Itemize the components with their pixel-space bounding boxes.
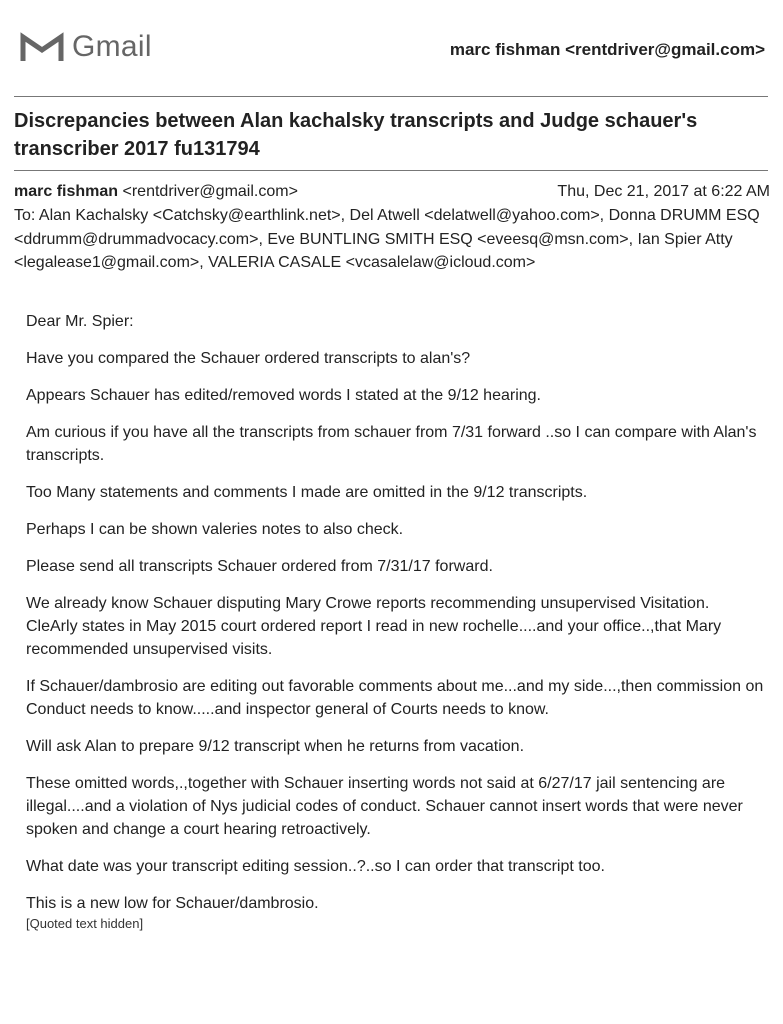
message-date: Thu, Dec 21, 2017 at 6:22 AM [557, 183, 770, 200]
recipients: To: Alan Kachalsky <Catchsky@earthlink.net>, Del Atwell <delatwell@yahoo.com>, Donna DRUMM ESQ <ddrumm@drummadvocacy.com>, Eve BUNTLING SMITH ESQ <eveesq@msn.com>, Ian Spier Atty <legalease1@gmail.com>, VALERIA CASALE <vcasalelaw@icloud.com> [14, 207, 760, 271]
sender-name: marc fishman [14, 183, 119, 200]
body-paragraph: Perhaps I can be shown valeries notes to also check. [26, 521, 404, 538]
message-header [14, 180, 770, 275]
body-paragraph: These omitted words,.,together with Schauer inserting words not said at 6/27/17 jail sentencing are illegal....and a violation of Nys judicial codes of conduct. Schauer cannot insert words that were never spoken and change a court hearing retroactively. [26, 775, 743, 838]
body-paragraph: Am curious if you have all the transcripts from schauer from 7/31 forward ..so I can compare with Alan's transcripts. [26, 424, 757, 464]
email-subject: Discrepancies between Alan kachalsky transcripts and Judge schauer's transcriber 2017 fu131794 [14, 110, 698, 160]
body-paragraph: Appears Schauer has edited/removed words I stated at the 9/12 hearing. [26, 387, 541, 404]
divider-top [14, 96, 768, 97]
body-paragraph: What date was your transcript editing session..?..so I can order that transcript too. [26, 858, 605, 875]
quoted-text-toggle[interactable]: [Quoted text hidden] [26, 916, 144, 931]
divider-subject [14, 170, 768, 171]
body-paragraph: We already know Schauer disputing Mary Crowe reports recommending unsupervised Visitation. CleArly states in May 2015 court ordered report I read in new rochelle....and your office..,that Mary recommended unsupervised visits. [26, 595, 722, 658]
sender-email: <rentdriver@gmail.com> [122, 183, 298, 200]
body-paragraph: Please send all transcripts Schauer ordered from 7/31/17 forward. [26, 558, 493, 575]
body-paragraph: This is a new low for Schauer/dambrosio. [26, 895, 319, 912]
body-paragraph: If Schauer/dambrosio are editing out favorable comments about me...and my side...,then commission on Conduct needs to know.....and inspector general of Courts needs to know. [26, 678, 764, 718]
from-line [14, 180, 770, 204]
body-paragraph: Will ask Alan to prepare 9/12 transcript when he returns from vacation. [26, 738, 525, 755]
gmail-m-icon [20, 31, 64, 63]
gmail-logo [20, 30, 152, 64]
account-email: marc fishman <rentdriver@gmail.com> [449, 40, 765, 59]
body-paragraph: Have you compared the Schauer ordered transcripts to alan's? [26, 350, 471, 367]
body-paragraph: Too Many statements and comments I made are omitted in the 9/12 transcripts. [26, 484, 588, 501]
body-paragraph: Dear Mr. Spier: [26, 313, 134, 330]
message-body [26, 310, 764, 933]
gmail-logo-text: Gmail [72, 30, 152, 63]
gmail-header [0, 0, 783, 90]
